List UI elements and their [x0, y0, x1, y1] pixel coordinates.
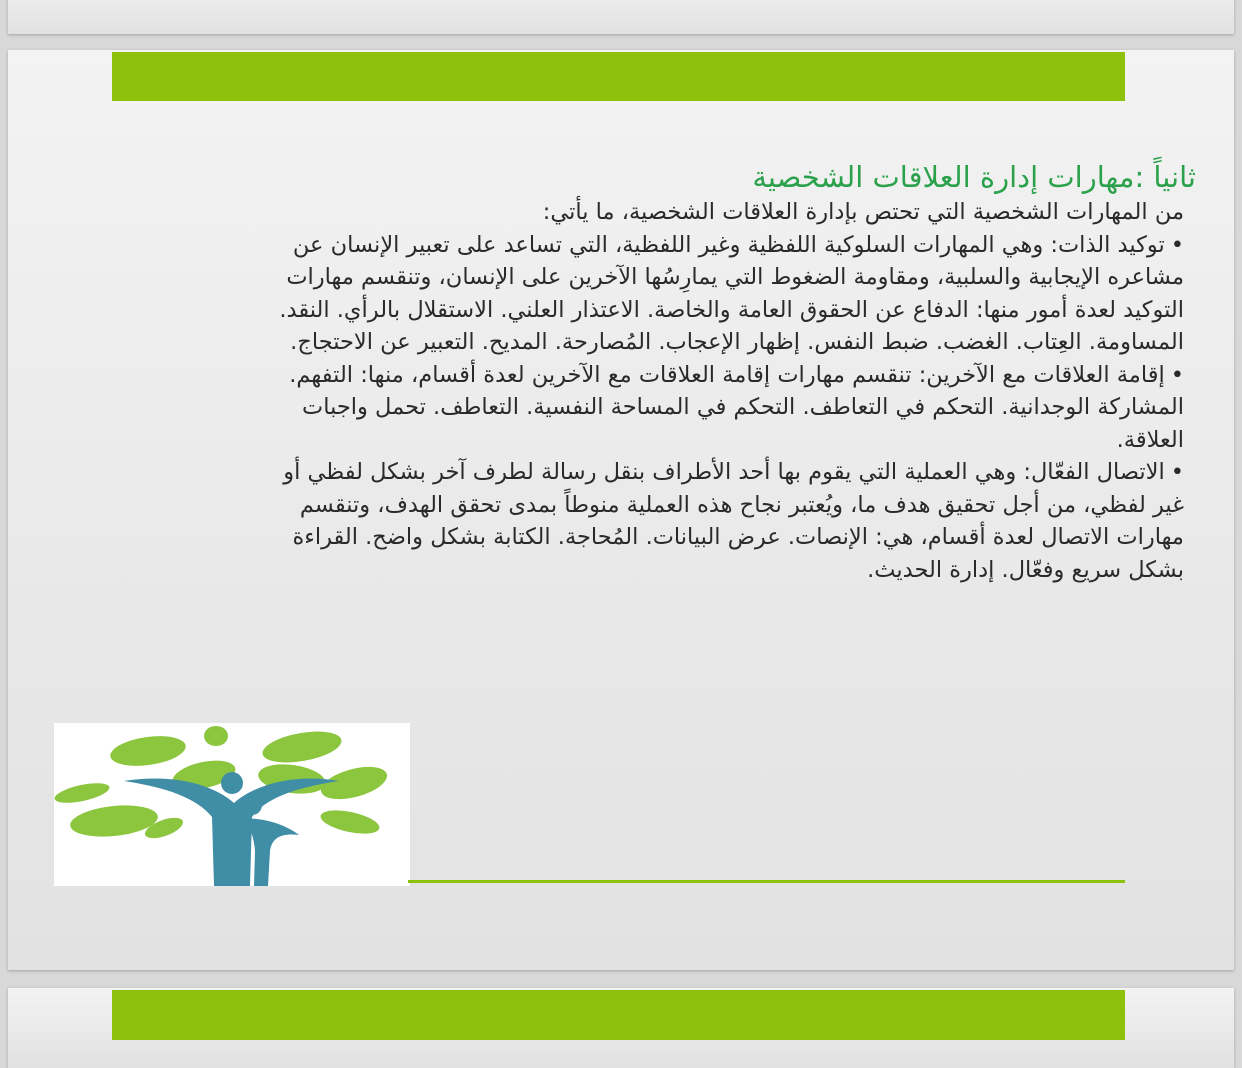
bullet-item-self-assertion — [104, 229, 1184, 359]
top-accent-bar — [112, 52, 1125, 101]
bullet-line: •توكيد الذات: وهي المهارات السلوكية اللفظية وغير اللفظية، التي تساعد على تعبير الإنسان عن — [292, 231, 1184, 258]
bullet-icon: • — [1170, 231, 1184, 258]
previous-slide-fragment — [8, 0, 1234, 34]
bullet-line: •إقامة العلاقات مع الآخرين: تنقسم مهارات إقامة العلاقات مع الآخرين لعدة أقسام، منها: التفهم. — [289, 361, 1184, 388]
bullet-item-communication — [104, 456, 1184, 586]
bullet-line: مهارات الاتصال لعدة أقسام، هي: الإنصات. عرض البيانات. المُحاجة. الكتابة بشكل واضح. القراءة — [292, 524, 1184, 550]
bullet-line: العلاقة. — [1116, 426, 1184, 453]
intro-text: من المهارات الشخصية التي تحتص بإدارة العلاقات الشخصية، ما يأتي: — [542, 199, 1184, 225]
bullet-icon: • — [1170, 459, 1184, 485]
bullet-line: التوكيد لعدة أمور منها: الدفاع عن الحقوق العامة والخاصة. الاعتذار العلني. الاستقلال بالرأي. النقد. — [279, 296, 1184, 323]
bullet-line: المساومة. العِتاب. الغضب. ضبط النفس. إظهار الإعجاب. المُصارحة. المديح. التعبير عن الاحتجاج. — [290, 329, 1184, 355]
bullet-line: مشاعره الإيجابية والسلبية، ومقاومة الضغوط التي يمارِسُها الآخرين على الإنسان، وتنقسم مهارات — [286, 264, 1184, 290]
bottom-accent-line — [408, 880, 1125, 883]
bullet-line: بشكل سريع وفعّال. إدارة الحديث. — [867, 556, 1184, 583]
bullet-icon: • — [1170, 361, 1184, 388]
slide — [8, 50, 1234, 970]
slide-content — [104, 158, 1196, 586]
next-slide-accent-bar — [112, 990, 1125, 1040]
next-slide-fragment — [8, 988, 1234, 1068]
bullet-item-relationships — [104, 359, 1184, 457]
slide-title: ثانياً :مهارات إدارة العلاقات الشخصية — [752, 160, 1196, 194]
tree-people-logo-icon — [54, 723, 410, 886]
bullet-line: •الاتصال الفعّال: وهي العملية التي يقوم بها أحد الأطراف بنقل رسالة لطرف آخر بشكل لفظي أو — [283, 459, 1184, 485]
tree-people-logo — [54, 723, 410, 886]
bullet-line: غير لفظي، من أجل تحقيق هدف ما، ويُعتبر نجاح هذه العملية منوطاً بمدى تحقق الهدف، وتنقسم — [299, 491, 1184, 518]
bullet-line: المشاركة الوجدانية. التحكم في التعاطف. التحكم في المساحة النفسية. التعاطف. تحمل واجبات — [302, 394, 1184, 420]
